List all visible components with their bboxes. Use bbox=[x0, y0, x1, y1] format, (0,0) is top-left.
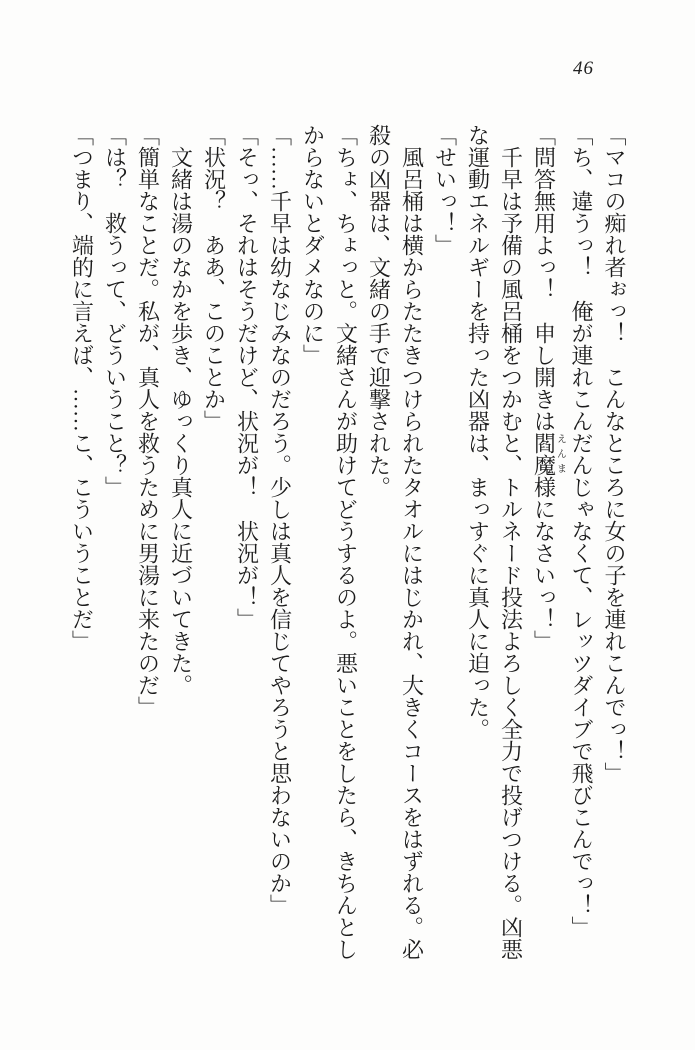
text-column: 「そっ、それはそうだけど、状況が！ 状況が！」 bbox=[234, 124, 260, 630]
text-column: 「ち、違うっ！ 俺が連れこんだんじゃなくて、レッツダイブで飛びこんでっ！」 bbox=[569, 124, 594, 938]
text-column: 「……千早は幼なじみなのだろう。少しは真人を信じてやろうと思わないのか」 bbox=[267, 124, 293, 916]
text-area bbox=[66, 124, 632, 964]
text-column: 「つまり、端的に言えば、……こ、こういうことだ」 bbox=[69, 124, 95, 652]
text-column: 殺の凶器は、文緒の手で迎撃された。 bbox=[366, 124, 392, 498]
text-column: 「ちょ、ちょっと。文緒さんが助けてどうするのよ。悪いことをしたら、きちんとし bbox=[333, 124, 359, 960]
text-column: 「状況？ ああ、このことか」 bbox=[201, 124, 227, 432]
text-column: な運動エネルギーを持った凶器は、まっすぐに真人に迫った。 bbox=[465, 124, 491, 740]
text-column: 「簡単なことだ。私が、真人を救うために男湯に来たのだ」 bbox=[135, 124, 161, 718]
text-column: 「は？ 救うって、どういうこと？」 bbox=[102, 124, 128, 498]
text-column: 風呂桶は横からたたきつけられたタオルにはじかれ、大きくコースをはずれる。必 bbox=[399, 124, 425, 960]
page-number: 46 bbox=[573, 58, 594, 79]
text-column: 「せいっ！」 bbox=[432, 124, 458, 256]
text-column: 文緒は湯のなかを歩き、ゆっくり真人に近づいてきた。 bbox=[168, 124, 194, 696]
text-column: 千早は予備の風呂桶をつかむと、トルネード投法よろしく全力で投げつける。凶悪 bbox=[498, 124, 524, 960]
furigana-ruby: 閻魔えんま bbox=[531, 432, 566, 476]
text-column: 「問答無用よっ！ 申し開きは閻魔えんま様になさいっ！」 bbox=[531, 124, 566, 652]
text-column: 「マコの痴れ者ぉっ！ こんなところに女の子を連れこんでっ！」 bbox=[602, 124, 627, 784]
text-column: からないとダメなのに」 bbox=[300, 124, 326, 366]
